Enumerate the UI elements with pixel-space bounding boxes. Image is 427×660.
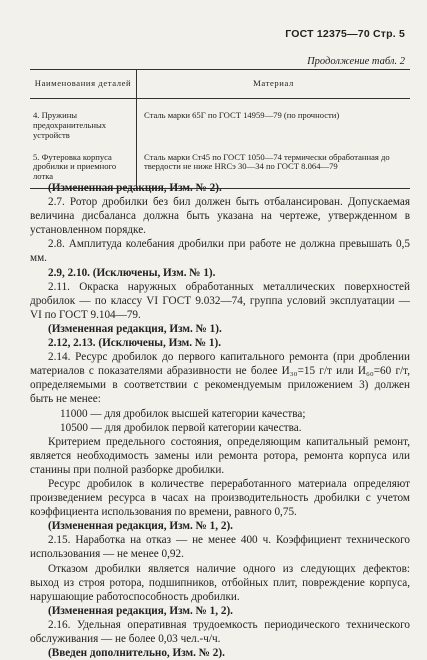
paragraph: 2.14. Ресурс дробилок до первого капитального ремонта (при дроблении материалов с показателями абразивности не более И₃₀=15 г/т или И₆₀=60 г/т, определяемыми в соответствии с рекомендуемым приложением 3) должен быть не менее: bbox=[30, 351, 410, 406]
paragraph: 2.11. Окраска наружных обработанных металлических поверхностей дробилок — по классу VI ГОСТ 9.032—74, группа условий эксплуатации — VI по ГОСТ 9.104—79. bbox=[30, 280, 410, 321]
table-cell-material: Сталь марки Ст45 по ГОСТ 1050—74 термически обработанная до твердости не ниже HRCэ 30—34 по ГОСТ 8.064—79 bbox=[137, 144, 411, 189]
amendment-note: (Измененная редакция, Изм. № 1, 2). bbox=[48, 520, 233, 533]
table-cell-part: 4. Пружины предохранительных устройств bbox=[30, 98, 137, 143]
amendment-note: 2.12, 2.13. (Исключены, Изм. № 1). bbox=[48, 337, 222, 350]
amendment-note: 2.9, 2.10. (Исключены, Изм. № 1). bbox=[48, 266, 216, 279]
paragraph: Ресурс дробилок в количестве переработанного материала определяют произведением ресурса в часах на производительность дробилки с учетом коэффициента использования по времени, равного 0,75. bbox=[30, 477, 410, 519]
paragraph: 2.7. Ротор дробилки без бил должен быть отбалансирован. Допускаемая величина дисбаланса должна быть указана на чертеже, утвержденном в установленном порядке. bbox=[30, 196, 410, 237]
paragraph: 2.8. Амплитуда колебания дробилки при работе не должна превышать 0,5 мм. bbox=[30, 238, 410, 265]
materials-table bbox=[30, 69, 410, 189]
column-header-material: Материал bbox=[137, 70, 411, 99]
list-item: 10500 — для дробилок первой категории качества. bbox=[60, 421, 302, 434]
table-header-row bbox=[30, 70, 410, 99]
table-continuation-caption: Продолжение табл. 2 bbox=[307, 56, 405, 67]
table-cell-part: 5. Футеровка корпуса дробилки и приемного лотка bbox=[30, 144, 137, 189]
column-header-parts: Наименования деталей bbox=[30, 70, 137, 99]
page-header: ГОСТ 12375—70 Стр. 5 bbox=[285, 28, 405, 40]
table-row bbox=[30, 98, 410, 143]
amendment-note: (Измененная редакция, Изм. № 1, 2). bbox=[48, 604, 233, 617]
document-body bbox=[30, 181, 410, 660]
amendment-note: (Измененная редакция, Изм. № 1). bbox=[48, 322, 222, 335]
paragraph: 2.16. Удельная оперативная трудоемкость периодического технического обслуживания — не более 0,03 чел.-ч/ч. bbox=[30, 618, 410, 645]
paragraph: 2.15. Наработка на отказ — не менее 400 ч. Коэффициент технического использования — не менее 0,92. bbox=[30, 534, 410, 561]
amendment-note: (Измененная редакция, Изм. № 2). bbox=[48, 182, 222, 194]
paragraph: Отказом дробилки является наличие одного из следующих дефектов: выход из строя ротора, подшипников, отбойных плит, повреждение корпуса, нарушающие работоспособность дробилки. bbox=[30, 562, 410, 603]
paragraph: Критерием предельного состояния, определяющим капитальный ремонт, является необходимость замены или ремонта ротора, ремонта корпуса или станины при полной разборке дробилки. bbox=[30, 435, 410, 476]
list-item: 11000 — для дробилок высшей категории качества; bbox=[60, 407, 306, 420]
amendment-note: (Введен дополнительно, Изм. № 2). bbox=[48, 647, 225, 660]
table-cell-material: Сталь марки 65Г по ГОСТ 14959—79 (по прочности) bbox=[144, 109, 340, 120]
